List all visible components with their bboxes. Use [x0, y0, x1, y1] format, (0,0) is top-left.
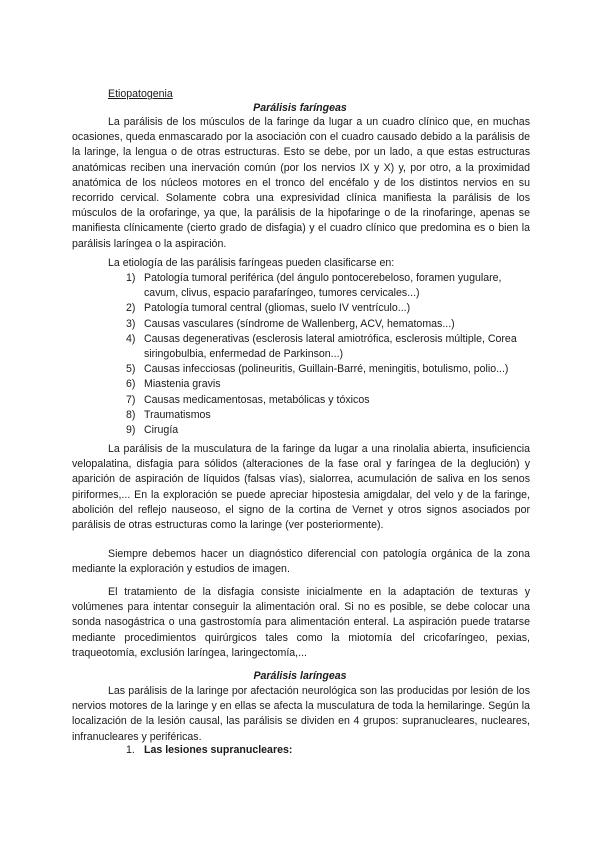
list-item [108, 362, 538, 377]
list-item-text: Traumatismos [144, 408, 211, 421]
subsection-number: 1. [126, 744, 135, 756]
list-item [108, 317, 538, 332]
etiology-list [108, 271, 538, 438]
list-item-number: 8) [126, 408, 136, 421]
list-item-number: 1) [126, 272, 136, 284]
paragraph-differential-diagnosis [72, 547, 530, 577]
list-item-number: 3) [126, 317, 136, 330]
list-item-text: Causas medicamentosas, metabólicas y tóxicos [144, 393, 370, 406]
list-item-number: 4) [126, 332, 136, 345]
list-item-number: 6) [126, 378, 136, 391]
paragraph-intro [72, 115, 530, 252]
list-item [108, 377, 538, 392]
paragraph-laryngeal-text: Las parálisis de la laringe por afectación neurológica son las producidas por lesión de los nervios motores de la laringe y en ellas se afecta la musculatura de toda la hemilaringe. Según la localización de la lesión causal, las parálisis se dividen en 4 grupos: supranucleares, nucleares, infranucleares y periféricas. [72, 685, 530, 743]
list-item-number: 9) [126, 424, 136, 437]
list-item-number: 5) [126, 363, 136, 376]
list-item-number: 2) [126, 302, 136, 315]
etiology-intro: La etiología de las parálisis faríngeas pueden clasificarse en: [108, 257, 395, 269]
paragraph-clinical-signs [72, 442, 530, 533]
list-item [108, 393, 538, 408]
paragraph-laryngeal [72, 684, 530, 745]
paragraph-intro-text: La parálisis de los músculos de la faringe da lugar a un cuadro clínico que, en muchas ocasiones, queda enmascarado por la asociación con el cuadro causado debido a la parálisis de la laringe, la lengua o de otras estructuras. Esto se debe, por un lado, a que estas estructuras anatómicas reciben una inervación común (por los nervios IX y X) y, por otro, a la proximidad anatómica de los núcleos motores en el tronco del encéfalo y de los distintos nervios en su recorrido cervical. Solamente cobra una expresividad clínica manifiesta la parálisis de los músculos de la orofaringe, ya que, la parálisis de la hipofaringe o de la rinofaringe, apenas se manifiesta clínicamente (cierto grado de disfagia) y el cuadro clínico que predomina es o bien la parálisis laríngea o la aspiración. [72, 116, 530, 250]
list-item [108, 423, 538, 438]
list-item-text: Causas degenerativas (esclerosis lateral amiotrófica, esclerosis múltiple, Corea siringobulbia, enfermedad de Parkinson...) [144, 332, 517, 361]
paragraph-treatment [72, 585, 530, 661]
list-item-text: Causas infecciosas (polineuritis, Guillain-Barré, meningitis, botulismo, polio...) [144, 363, 509, 376]
list-item [108, 301, 538, 316]
list-item [108, 332, 538, 362]
section-heading: Etiopatogenia [108, 88, 173, 100]
paragraph-treatment-text: El tratamiento de la disfagia consiste inicialmente en la adaptación de texturas y volúmenes para intentar conseguir la alimentación oral. Si no es posible, se debe colocar una sonda nasogástrica o una gastrostomía para alimentación enteral. La aspiración puede tratarse mediante procedimientos quirúrgicos tales como la miotomía del cricofaríngeo, pexias, traqueotomía, exclusión laríngea, laringectomía,... [72, 586, 530, 659]
title-laryngeal-paralysis: Parálisis laríngeas [253, 670, 347, 682]
list-item-text: Causas vasculares (síndrome de Wallenberg, ACV, hematomas...) [144, 317, 455, 330]
list-item [108, 271, 538, 301]
list-item [108, 408, 538, 423]
list-item-text: Cirugía [144, 424, 179, 437]
paragraph-differential-diagnosis-text: Siempre debemos hacer un diagnóstico diferencial con patología orgánica de la zona mediante la exploración y estudios de imagen. [72, 548, 530, 576]
list-item-text: Patología tumoral central (gliomas, suelo IV ventrículo...) [144, 302, 411, 315]
list-item-text: Miastenia gravis [144, 378, 221, 391]
paragraph-clinical-signs-text: La parálisis de la musculatura de la faringe da lugar a una rinolalia abierta, insuficiencia velopalatina, disfagia para sólidos (alteraciones de la fase oral y faríngea de la deglución) y aparición de aspiración de líquidos (falsas vías), sialorrea, acumulación de saliva en los senos piriformes,... En la exploración se puede apreciar hipostesia amigdalar, del velo y de la faringe, abolición del reflejo nauseoso, el signo de la cortina de Vernet y otros signos asociados por parálisis de otras estructuras como la laringe (ver posteriormente). [72, 443, 530, 532]
list-item-text: Patología tumoral periférica (del ángulo pontocerebeloso, foramen yugulare, cavum, clivus, espacio parafaríngeo, tumores cervicales...) [144, 272, 502, 300]
title-pharyngeal-paralysis: Parálisis faríngeas [253, 102, 347, 114]
subsection-label: Las lesiones supranucleares: [144, 744, 293, 756]
list-item-number: 7) [126, 393, 136, 406]
